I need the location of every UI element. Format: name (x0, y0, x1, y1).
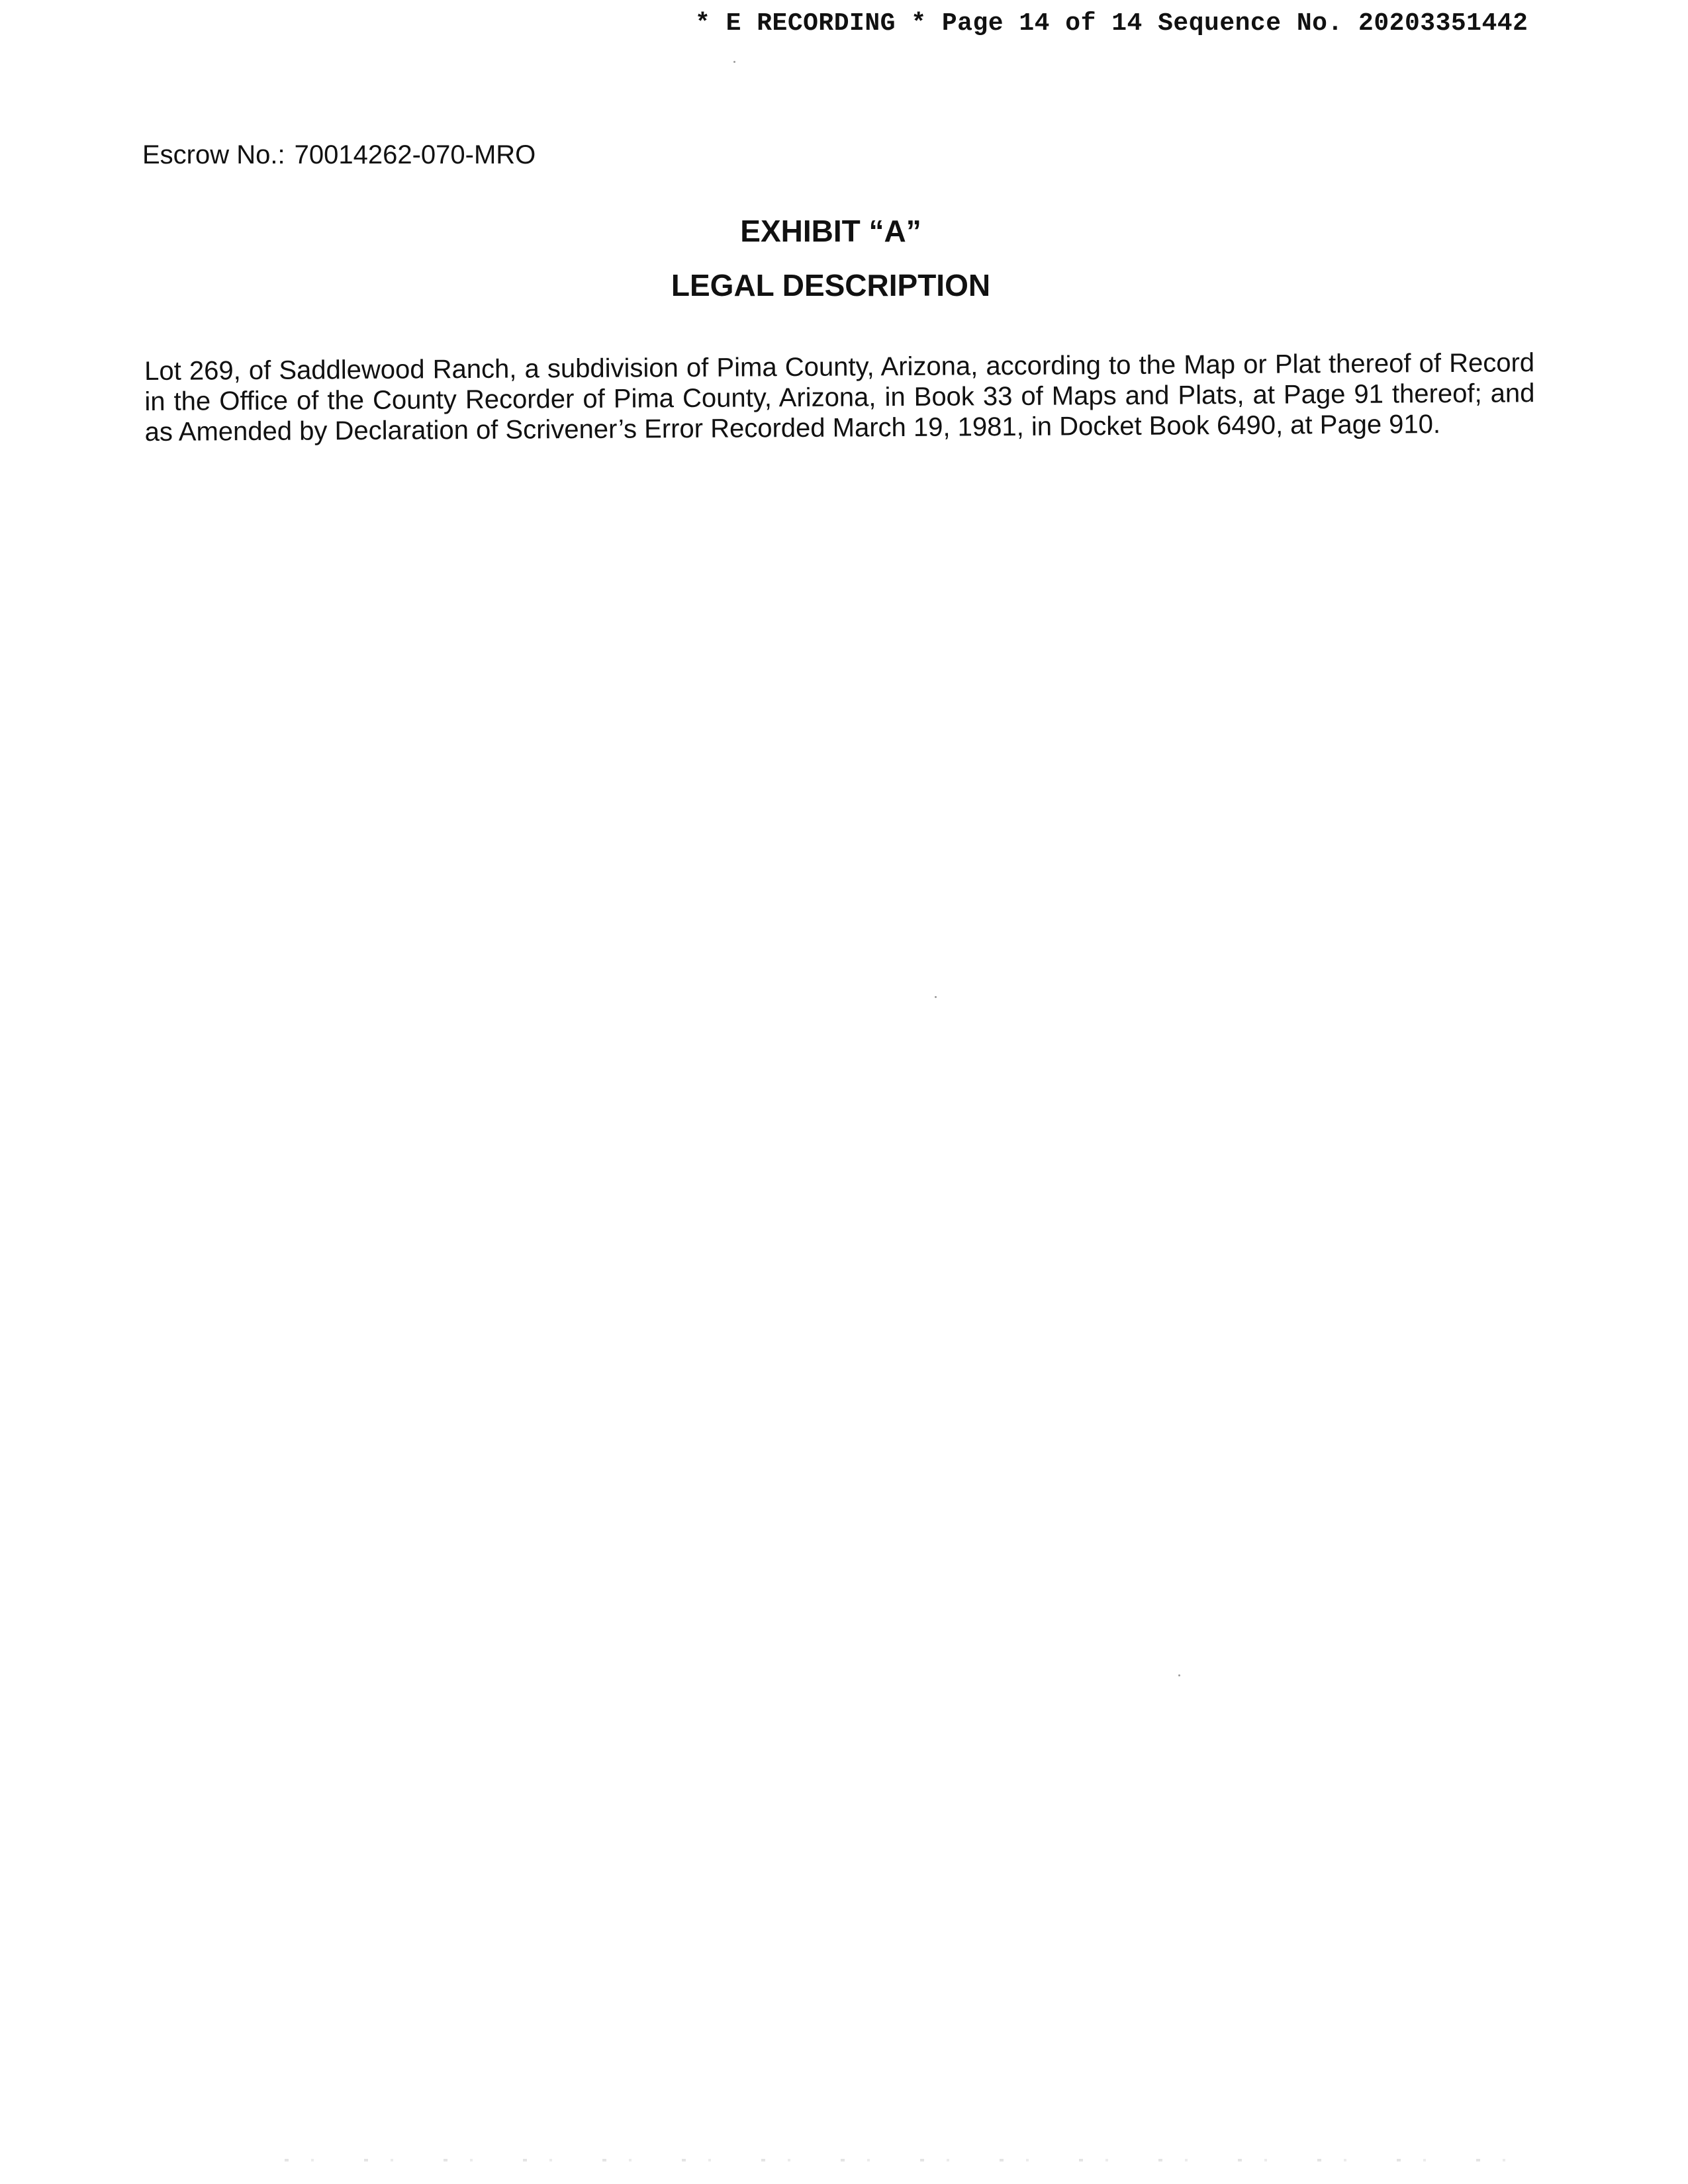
escrow-label: Escrow No.: (142, 140, 285, 169)
scan-speck (935, 996, 937, 998)
legal-description-heading: LEGAL DESCRIPTION (671, 268, 991, 302)
scan-speck (733, 61, 735, 63)
escrow-number: 70014262-070-MRO (294, 140, 536, 169)
exhibit-title: EXHIBIT “A” (740, 214, 921, 248)
recording-header: * E RECORDING * Page 14 of 14 Sequence No. 20203351442 (695, 9, 1528, 38)
legal-description-text: Lot 269, of Saddlewood Ranch, a subdivision of Pima County, Arizona, according to the Map or Plat thereof of Record in the Office of the County Recorder of Pima County, Arizona, in Book 33 of Maps and Plats, at Page 91 thereof; and as Amended by Declaration of Scrivener’s Error Recorded March 19, 1981, in Docket Book 6490, at Page 910. (144, 348, 1535, 447)
escrow-line (142, 140, 536, 170)
scan-speck (1178, 1674, 1180, 1676)
scan-noise (285, 2159, 1542, 2161)
